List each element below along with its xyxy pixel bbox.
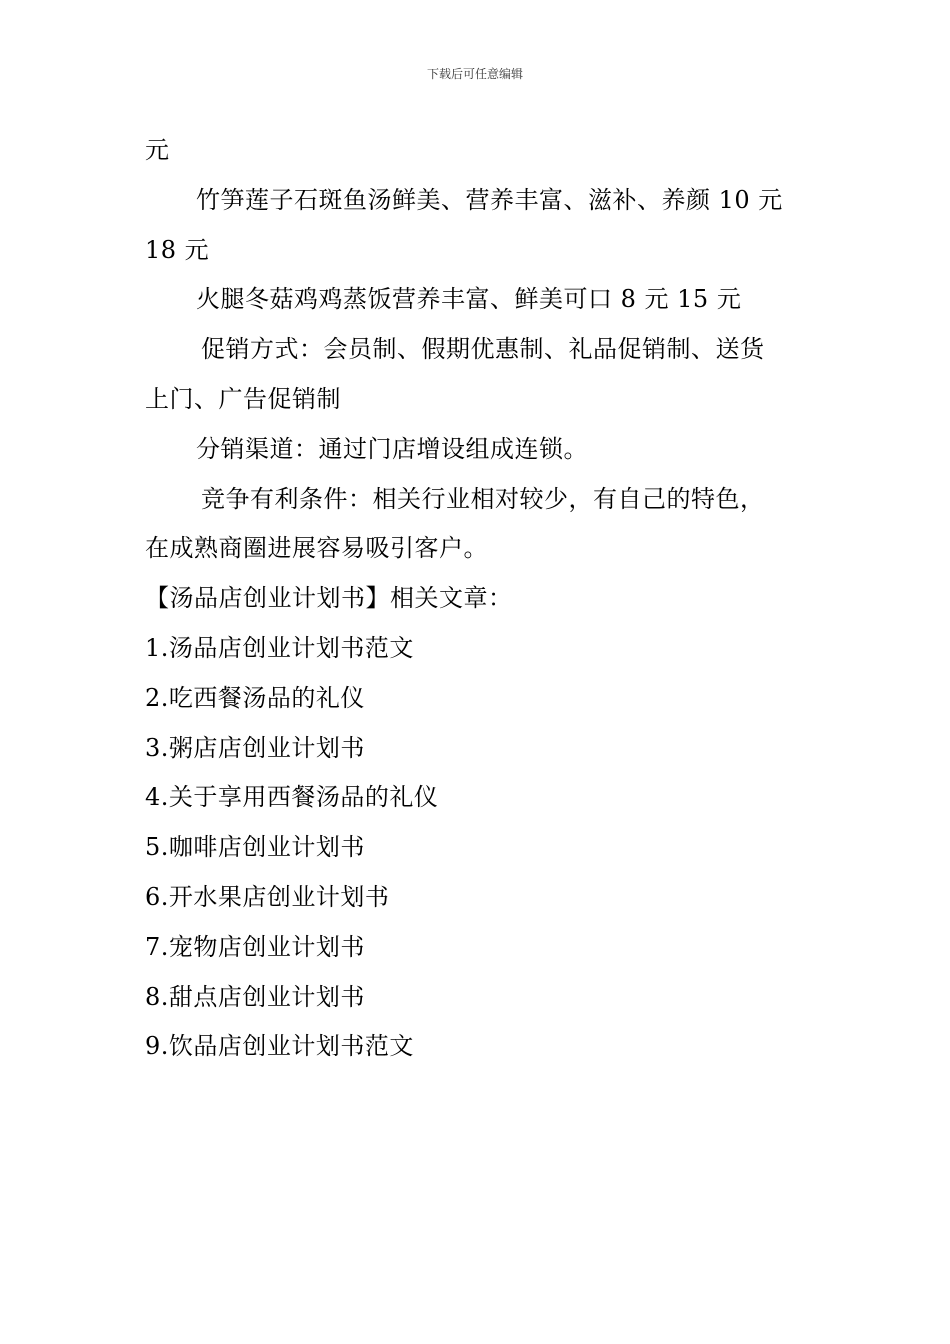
- related-article-item: 1.汤品店创业计划书范文: [145, 633, 414, 662]
- page-header: 下载后可任意编辑: [426, 67, 523, 81]
- related-article-item: 8.甜点店创业计划书: [145, 982, 365, 1011]
- text-line: 18 元: [145, 235, 210, 264]
- related-article-item: 7.宠物店创业计划书: [145, 932, 365, 961]
- document-body: [145, 126, 810, 1072]
- related-articles-heading: 【汤品店创业计划书】相关文章：: [145, 584, 513, 613]
- related-article-item: 2.吃西餐汤品的礼仪: [145, 683, 365, 712]
- text-line: 竞争有利条件：相关行业相对较少，有自己的特色，: [201, 484, 765, 513]
- related-article-item: 6.开水果店创业计划书: [145, 882, 390, 911]
- text-line: 分销渠道：通过门店增设组成连锁。: [196, 434, 588, 463]
- related-article-item: 4.关于享用西餐汤品的礼仪: [145, 783, 439, 812]
- text-line: 竹笋莲子石斑鱼汤鲜美、营养丰富、滋补、养颜 10 元: [196, 185, 783, 214]
- text-line: 元: [145, 136, 170, 164]
- text-line: 上门、广告促销制: [145, 384, 341, 413]
- related-article-item: 5.咖啡店创业计划书: [145, 833, 365, 862]
- text-line: 促销方式：会员制、假期优惠制、礼品促销制、送货: [201, 335, 765, 364]
- related-article-item: 9.饮品店创业计划书范文: [145, 1032, 414, 1061]
- text-line: 火腿冬菇鸡鸡蒸饭营养丰富、鲜美可口 8 元 15 元: [196, 285, 742, 314]
- related-article-item: 3.粥店店创业计划书: [145, 733, 365, 762]
- text-line: 在成熟商圈进展容易吸引客户。: [145, 534, 488, 563]
